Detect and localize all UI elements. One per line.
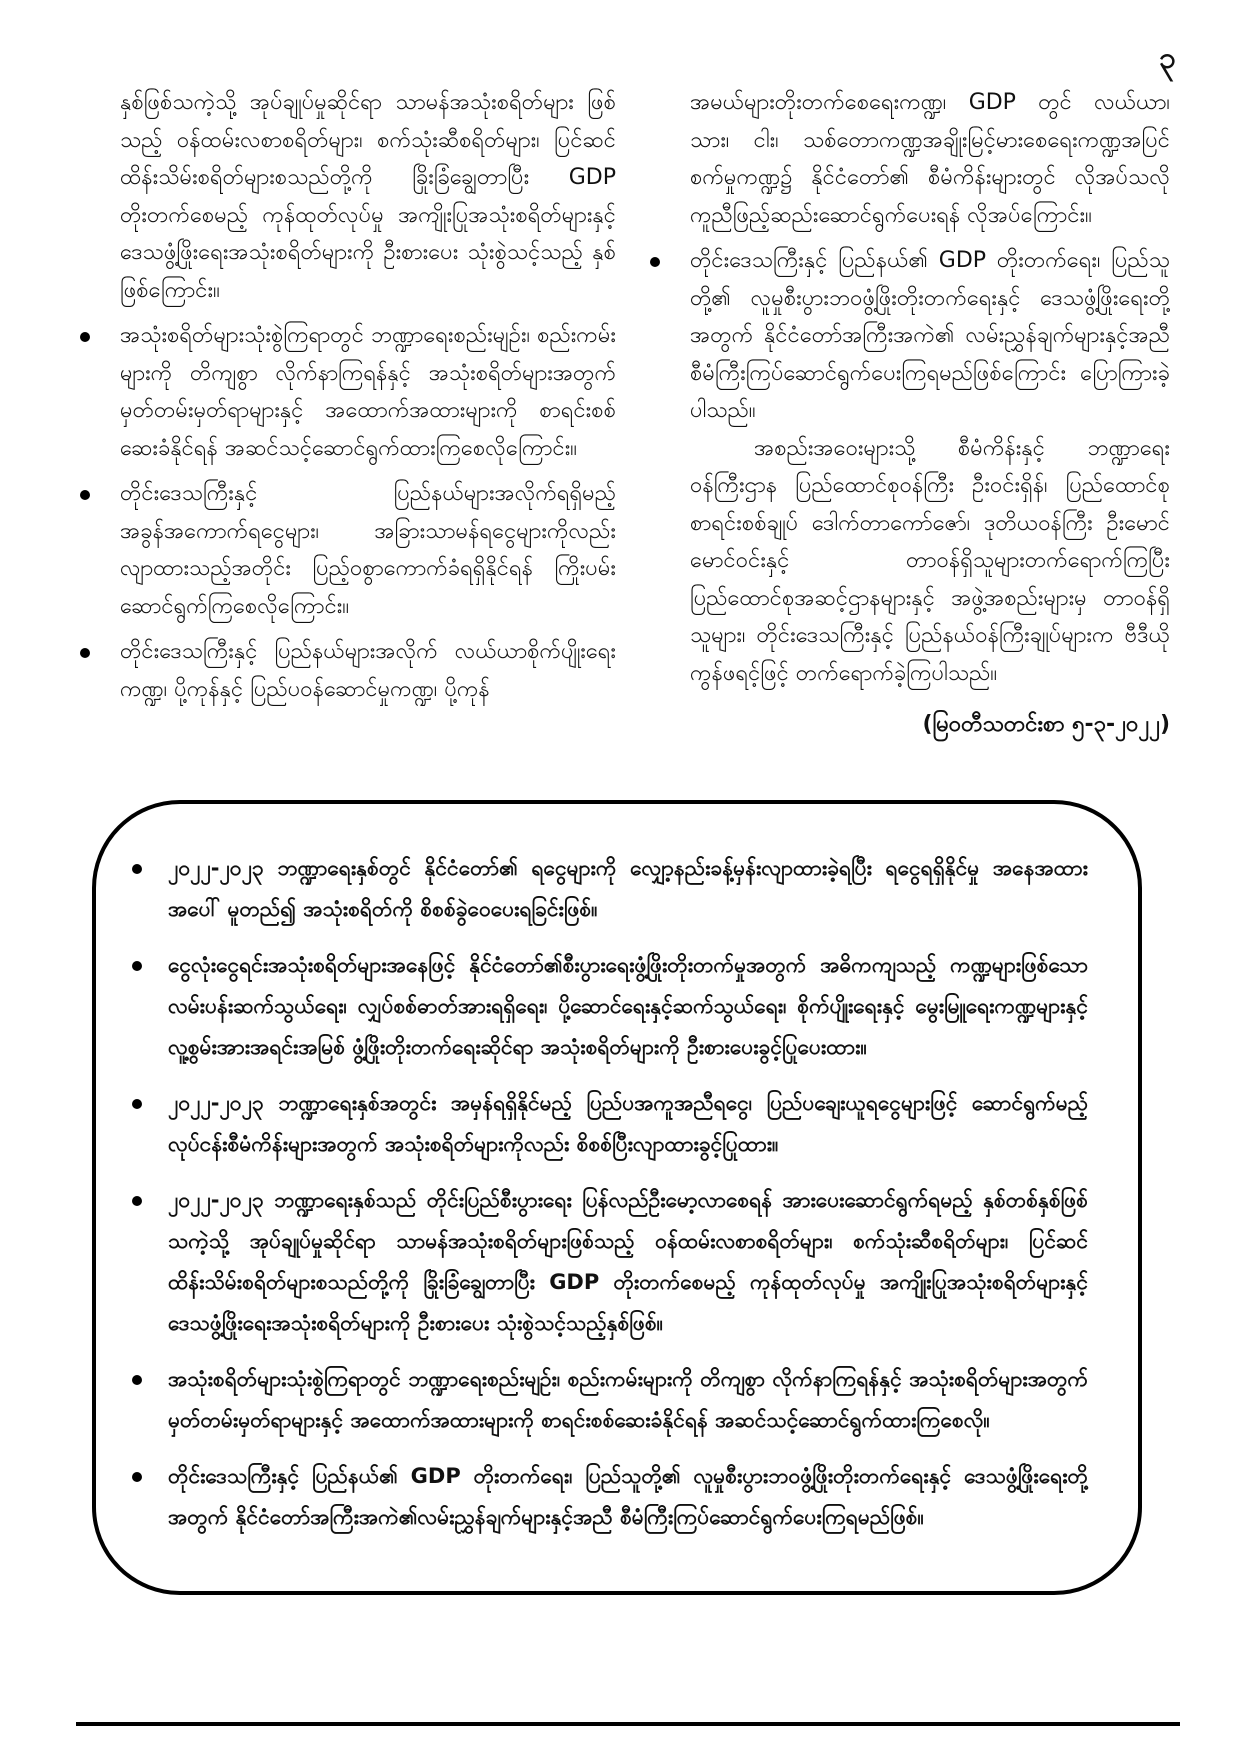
bullet-icon: [132, 1196, 142, 1206]
bullet-icon: [80, 490, 90, 500]
bullet-icon: [132, 1099, 142, 1109]
summary-box: [92, 800, 1142, 1595]
summary-item: [168, 1456, 1088, 1538]
summary-item: [168, 1359, 1088, 1441]
left-continued-text: နှစ်ဖြစ်သကဲ့သို့ အုပ်ချုပ်မှုဆိုင်ရာ သာမန်အသုံးစရိတ်များ ဖြစ်သည့် ဝန်ထမ်းလစာစရိတ်များ၊ စက်သုံးဆီစရိတ်များ၊ ပြင်ဆင်ထိန်းသိမ်းစရိတ်များစသည်တို့ကို ခြိုးခြံချွေတာပြီး GDP တိုးတက်စေမည့် ကုန်ထုတ်လုပ်မှု အကျိုးပြုအသုံးစရိတ်များနှင့် ဒေသဖွံ့ဖြိုးရေးအသုံးစရိတ်များကို ဦးစားပေး သုံးစွဲသင့်သည့် နှစ်ဖြစ်ကြောင်း။: [120, 90, 616, 303]
source-citation: (မြဝတီသတင်းစာ ၅-၃-၂၀၂၂): [922, 712, 1170, 737]
left-column: [120, 84, 616, 708]
right-column: [690, 84, 1170, 744]
bullet-icon: [132, 864, 142, 874]
summary-item-text: ငွေလုံးငွေရင်းအသုံးစရိတ်များအနေဖြင့် နိုင်ငံတော်၏စီးပွားရေးဖွံ့ဖြိုးတိုးတက်မှုအတွက် အဓိကကျသည့် ကဏ္ဍများဖြစ်သော လမ်းပန်းဆက်သွယ်ရေး၊ လျှပ်စစ်ဓာတ်အားရရှိရေး၊ ပို့ဆောင်ရေးနှင့်ဆက်သွယ်ရေး၊ စိုက်ပျိုးရေးနှင့် မွေးမြူရေးကဏ္ဍများနှင့် လူ့စွမ်းအားအရင်းအမြစ် ဖွံ့ဖြိုးတိုးတက်ရေးဆိုင်ရာ အသုံးစရိတ်များကို ဦးစားပေးခွင့်ပြုပေးထား။: [168, 953, 1088, 1059]
bullet-icon: [132, 1375, 142, 1385]
summary-item: [168, 945, 1088, 1068]
right-bullet-text: တိုင်းဒေသကြီးနှင့် ပြည်နယ်၏ GDP တိုးတက်ရေး၊ ပြည်သူတို့၏ လူမှုစီးပွားဘဝဖွံ့ဖြိုးတိုးတက်ရေးနှင့် ဒေသဖွံ့ဖြိုးရေးတို့အတွက် နိုင်ငံတော်အကြီးအကဲ၏ လမ်းညွှန်ချက်များနှင့်အညီ စီမံကြီးကြပ်ဆောင်ရွက်ပေးကြရမည်ဖြစ်ကြောင်း ပြောကြားခဲ့ပါသည်။: [690, 248, 1170, 423]
summary-item: [168, 1180, 1088, 1344]
left-bullet-item: [120, 317, 616, 467]
left-bullet-item: [120, 633, 616, 708]
left-bullet-text: တိုင်းဒေသကြီးနှင့် ပြည်နယ်များအလိုက်ရရှိမည့် အခွန်အကောက်ရငွေများ၊ အခြားသာမန်ရငွေများကိုလည်း လျာထားသည့်အတိုင်း ပြည့်ဝစွာကောက်ခံရရှိနိုင်ရန် ကြိုးပမ်းဆောင်ရွက်ကြစေလိုကြောင်း။: [120, 481, 616, 619]
summary-item-text: ၂၀၂၂-၂၀၂၃ ဘဏ္ဍာရေးနှစ်တွင် နိုင်ငံတော်၏ ရငွေများကို လျှော့နည်းခန့်မှန်းလျာထားခဲ့ရပြီး ရငွေရရှိနိုင်မှု အနေအထားအပေါ် မူတည်၍ အသုံးစရိတ်ကို စိစစ်ခွဲဝေပေးရခြင်းဖြစ်။: [168, 856, 1088, 921]
left-bullet-item: [120, 475, 616, 625]
bottom-divider: [76, 1722, 1180, 1726]
summary-item-text: ၂၀၂၂-၂၀၂၃ ဘဏ္ဍာရေးနှစ်သည် တိုင်းပြည်စီးပွားရေး ပြန်လည်ဦးမော့လာစေရန် အားပေးဆောင်ရွက်ရမည့် နှစ်တစ်နှစ်ဖြစ်သကဲ့သို့ အုပ်ချုပ်မှုဆိုင်ရာ သာမန်အသုံးစရိတ်များဖြစ်သည့် ဝန်ထမ်းလစာစရိတ်များ၊ စက်သုံးဆီစရိတ်များ၊ ပြင်ဆင်ထိန်းသိမ်းစရိတ်များစသည်တို့ကို ခြိုးခြံချွေတာပြီး GDP တိုးတက်စေမည့် ကုန်ထုတ်လုပ်မှု အကျိုးပြုအသုံးစရိတ်များနှင့် ဒေသဖွံ့ဖြိုးရေးအသုံးစရိတ်များကို ဦးစားပေး သုံးစွဲသင့်သည့်နှစ်ဖြစ်။: [168, 1188, 1088, 1335]
summary-item: [168, 1083, 1088, 1165]
bullet-icon: [650, 257, 660, 267]
summary-item-text: တိုင်းဒေသကြီးနှင့် ပြည်နယ်၏ GDP တိုးတက်ရေး၊ ပြည်သူတို့၏ လူမှုစီးပွားဘဝဖွံ့ဖြိုးတိုးတက်ရေးနှင့် ဒေသဖွံ့ဖြိုးရေးတို့အတွက် နိုင်ငံတော်အကြီးအကဲ၏လမ်းညွှန်ချက်များနှင့်အညီ စီမံကြီးကြပ်ဆောင်ရွက်ပေးကြရမည်ဖြစ်။: [168, 1464, 1088, 1529]
right-bullet-item: [690, 242, 1170, 430]
summary-list: [168, 848, 1088, 1553]
summary-item: [168, 848, 1088, 930]
summary-item-text: အသုံးစရိတ်များသုံးစွဲကြရာတွင် ဘဏ္ဍာရေးစည်းမျဉ်း၊ စည်းကမ်းများကို တိကျစွာ လိုက်နာကြရန်နှင့် အသုံးစရိတ်များအတွက် မှတ်တမ်းမှတ်ရာများနှင့် အထောက်အထားများကို စာရင်းစစ်ဆေးခံနိုင်ရန် အဆင်သင့်ဆောင်ရွက်ထားကြစေလို။: [168, 1367, 1088, 1432]
right-continued-text: အမယ်များတိုးတက်စေရေးကဏ္ဍ၊ GDP တွင် လယ်ယာ၊ သား၊ ငါး၊ သစ်တောကဏ္ဍအချိုးမြင့်မားစေရေးကဏ္ဍအပြင် စက်မှုကဏ္ဍ၌ နိုင်ငံတော်၏ စီမံကိန်းများတွင် လိုအပ်သလို ကူညီဖြည့်ဆည်းဆောင်ရွက်ပေးရန် လိုအပ်ကြောင်း။: [690, 90, 1170, 228]
left-bullet-text: အသုံးစရိတ်များသုံးစွဲကြရာတွင် ဘဏ္ဍာရေးစည်းမျဉ်း၊ စည်းကမ်းများကို တိကျစွာ လိုက်နာကြရန်နှင့် အသုံးစရိတ်များအတွက် မှတ်တမ်းမှတ်ရာများနှင့် အထောက်အထားများကို စာရင်းစစ်ဆေးခံနိုင်ရန် အဆင်သင့်ဆောင်ရွက်ထားကြစေလိုကြောင်း။: [120, 323, 616, 461]
bullet-icon: [132, 961, 142, 971]
summary-item-text: ၂၀၂၂-၂၀၂၃ ဘဏ္ဍာရေးနှစ်အတွင်း အမှန်ရရှိနိုင်မည့် ပြည်ပအကူအညီရငွေ၊ ပြည်ပချေးယူရငွေများဖြင့် ဆောင်ရွက်မည့်လုပ်ငန်းစီမံကိန်းများအတွက် အသုံးစရိတ်များကိုလည်း စိစစ်ပြီးလျာထားခွင့်ပြုထား။: [168, 1091, 1088, 1156]
bullet-icon: [80, 332, 90, 342]
bullet-icon: [80, 648, 90, 658]
closing-paragraph: အစည်းအဝေးများသို့ စီမံကိန်းနှင့် ဘဏ္ဍာရေးဝန်ကြီးဌာန ပြည်ထောင်စုဝန်ကြီး ဦးဝင်းရှိန်၊ ပြည်ထောင်စုစာရင်းစစ်ချုပ် ဒေါက်တာကော်ဇော်၊ ဒုတိယဝန်ကြီး ဦးမောင်မောင်ဝင်းနှင့် တာဝန်ရှိသူများတက်ရောက်ကြပြီး ပြည်ထောင်စုအဆင့်ဌာနများနှင့် အဖွဲ့အစည်းများမှ တာဝန်ရှိသူများ၊ တိုင်းဒေသကြီးနှင့် ပြည်နယ်ဝန်ကြီးချုပ်များက ဗီဒီယိုကွန်ဖရင့်ဖြင့် တက်ရောက်ခဲ့ကြပါသည်။: [690, 435, 1170, 686]
page-number: ၃: [1159, 41, 1176, 76]
bullet-icon: [132, 1472, 142, 1482]
left-bullet-text: တိုင်းဒေသကြီးနှင့် ပြည်နယ်များအလိုက် လယ်ယာစိုက်ပျိုးရေးကဏ္ဍ၊ ပို့ကုန်နှင့် ပြည်ပဝန်ဆောင်မှုကဏ္ဍ၊ ပို့ကုန်: [120, 639, 616, 702]
